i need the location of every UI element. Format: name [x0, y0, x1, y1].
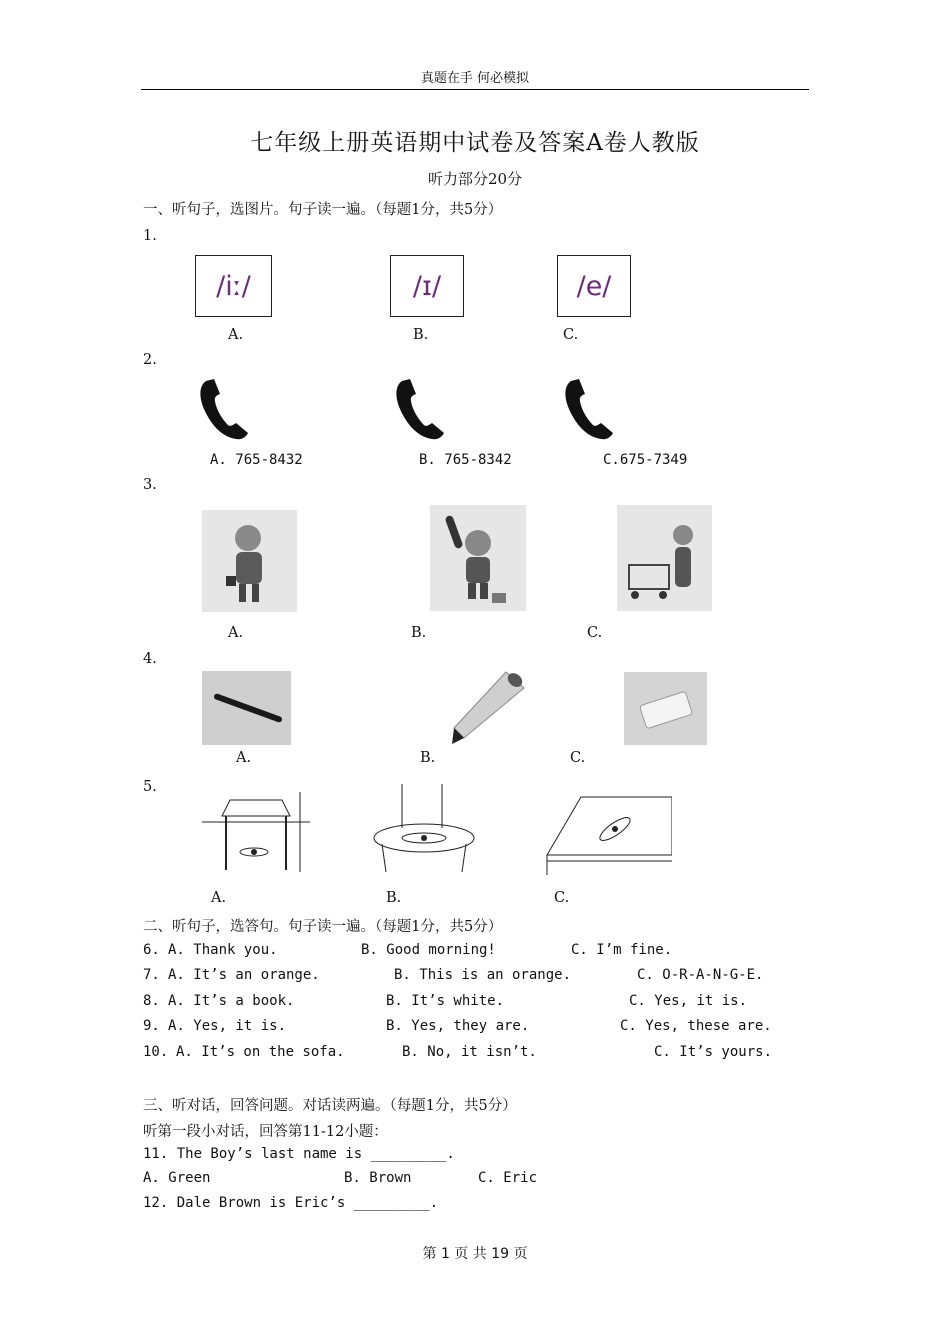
q3-option-c-label: C. [587, 625, 603, 641]
q11-option-a: A. Green [143, 1170, 211, 1186]
q10-number: 10. [143, 1044, 169, 1060]
phone-icon [394, 377, 446, 441]
q10-option-b: B. No, it isn’t. [402, 1044, 537, 1060]
q6-number: 6. [143, 942, 160, 958]
watch-on-table [545, 795, 672, 875]
q6-option-a: A. Thank you. [168, 942, 278, 958]
q9-number: 9. [143, 1018, 160, 1034]
q6-option-b: B. Good morning! [361, 942, 496, 958]
q8-option-a: A. It’s a book. [168, 993, 295, 1009]
watch-on-chair [374, 784, 474, 872]
page-title: 七年级上册英语期中试卷及答案A卷人教版 [250, 130, 700, 156]
q1-option-c-label: C. [563, 327, 579, 343]
header-rule [141, 89, 809, 90]
q11-option-c: C. Eric [478, 1170, 538, 1186]
q1-option-a-label: A. [228, 327, 244, 343]
q2-option-a-label: A. 765-8432 [210, 452, 303, 468]
watch-under-chair [202, 792, 310, 872]
page-footer: 第 1 页 共 19 页 [422, 1246, 528, 1262]
q7-option-c: C. O-R-A-N-G-E. [637, 967, 764, 983]
boy-with-bat-figure [430, 505, 526, 611]
q11-option-b: B. Brown [344, 1170, 412, 1186]
q3-number: 3. [143, 477, 157, 493]
phone-icon [563, 377, 615, 441]
phonetic-card-b: /ɪ/ [390, 255, 464, 317]
q6-option-c: C. I’m fine. [571, 942, 673, 958]
q1-number: 1. [143, 228, 157, 244]
q7-number: 7. [143, 967, 160, 983]
q8-option-c: C. Yes, it is. [629, 993, 748, 1009]
page-header: 真题在手 何必模拟 [420, 71, 530, 86]
businessman-figure [202, 510, 297, 612]
q4-option-b-label: B. [420, 750, 436, 766]
phone-icon [198, 377, 250, 441]
q2-option-b-label: B. 765-8342 [419, 452, 512, 468]
q5-number: 5. [143, 779, 157, 795]
q8-number: 8. [143, 993, 160, 1009]
q8-option-b: B. It’s white. [386, 993, 505, 1009]
section3-intro: 听第一段小对话，回答第11-12小题： [143, 1124, 388, 1140]
section3-heading: 三、听对话，回答问题。对话读两遍。（每题1分，共5分） [143, 1098, 517, 1114]
q3-option-b-label: B. [411, 625, 427, 641]
q12-text: 12. Dale Brown is Eric’s _________. [143, 1195, 439, 1211]
q5-option-a-label: A. [211, 890, 227, 906]
q2-option-c-label: C.675-7349 [603, 452, 688, 468]
q1-option-b-label: B. [413, 327, 429, 343]
q5-option-c-label: C. [554, 890, 570, 906]
q11-text: 11. The Boy’s last name is _________. [143, 1146, 455, 1162]
eraser-icon [624, 672, 707, 745]
q9-option-b: B. Yes, they are. [386, 1018, 530, 1034]
q4-option-c-label: C. [570, 750, 586, 766]
q4-option-a-label: A. [236, 750, 252, 766]
pen-icon [202, 671, 291, 745]
page-subtitle: 听力部分20分 [427, 170, 523, 188]
q5-option-b-label: B. [386, 890, 402, 906]
phonetic-card-c: /e/ [557, 255, 631, 317]
q7-option-b: B. This is an orange. [394, 967, 572, 983]
q2-number: 2. [143, 352, 157, 368]
q9-option-c: C. Yes, these are. [620, 1018, 772, 1034]
phonetic-card-a: /iː/ [195, 255, 272, 317]
q10-option-a: A. It’s on the sofa. [176, 1044, 345, 1060]
q4-number: 4. [143, 651, 157, 667]
section1-heading: 一、听句子，选图片。句子读一遍。（每题1分，共5分） [143, 202, 503, 218]
section2-heading: 二、听句子，选答句。句子读一遍。（每题1分，共5分） [143, 919, 503, 935]
q3-option-a-label: A. [228, 625, 244, 641]
pencil-icon [448, 668, 528, 748]
q7-option-a: A. It’s an orange. [168, 967, 320, 983]
q9-option-a: A. Yes, it is. [168, 1018, 287, 1034]
woman-with-cart-figure [617, 505, 712, 611]
q10-option-c: C. It’s yours. [654, 1044, 773, 1060]
